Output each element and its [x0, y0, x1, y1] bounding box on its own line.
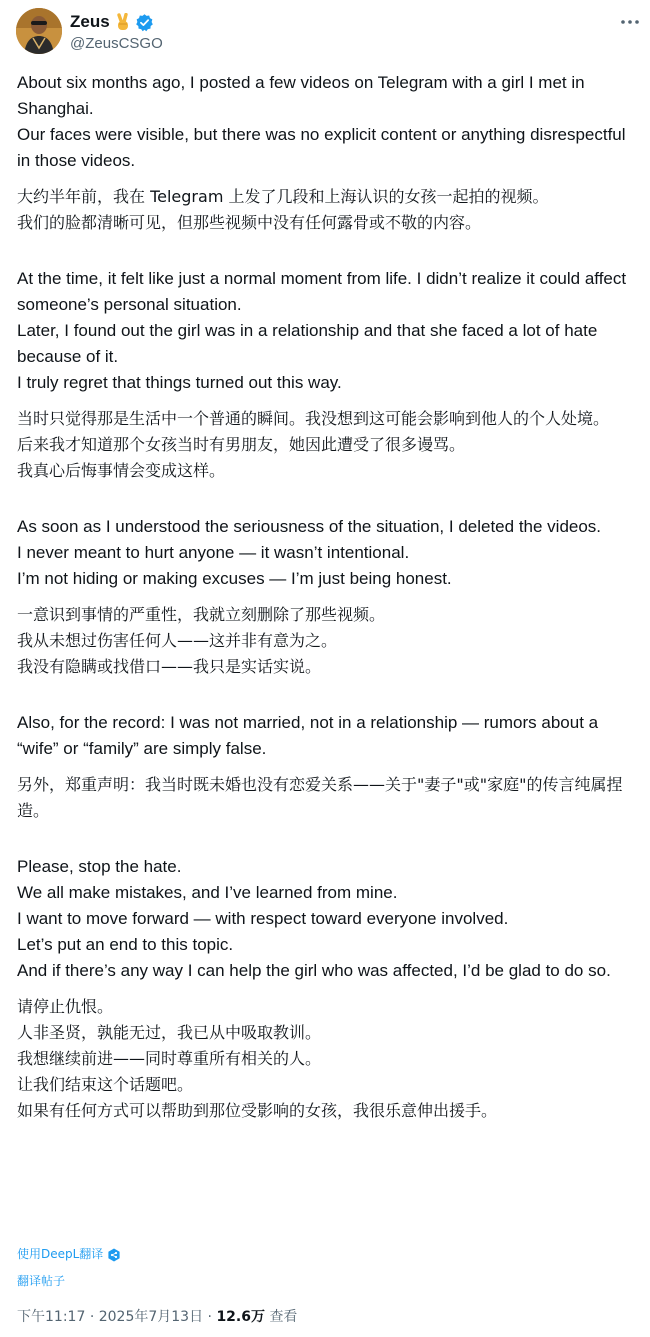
paragraph-1-english: About six months ago, I posted a few videos on Telegram with a girl I met in Shanghai. Our faces were visible, but there was no explicit content or anything disrespectful in those videos.: [17, 73, 626, 170]
author-name-row[interactable]: [70, 11, 154, 33]
author-handle[interactable]: @ZeusCSGO: [70, 35, 163, 52]
avatar[interactable]: [16, 8, 62, 54]
paragraph-2-chinese: 当时只觉得那是生活中一个普通的瞬间。我没想到这可能会影响到他人的个人处境。 后来我才知道那个女孩当时有男朋友，她因此遭受了很多谩骂。 我真心后悔事情会变成这样。: [17, 409, 610, 480]
view-label: 查看: [269, 1309, 298, 1325]
tweet-text: [17, 68, 637, 1124]
author-name[interactable]: Zeus: [70, 12, 110, 31]
victory-hand-emoji-icon: [115, 13, 131, 31]
post-date[interactable]: 2025年7月13日: [98, 1309, 204, 1325]
avatar-image: [16, 8, 62, 54]
paragraph-1-chinese: 大约半年前，我在 Telegram 上发了几段和上海认识的女孩一起拍的视频。 我们的脸都清晰可见，但那些视频中没有任何露骨或不敬的内容。: [17, 187, 549, 232]
paragraph-5-english: Please, stop the hate. We all make mistakes, and I’ve learned from mine. I want to move forward — with respect toward everyone involved. Let’s put an end to this topic. And if there’s any way I can help the girl who was affected, I’d be glad to do so.: [17, 857, 611, 980]
paragraph-4-english: Also, for the record: I was not married, not in a relationship — rumors about a “wife” or “family” are simply false.: [17, 713, 603, 758]
post-time[interactable]: 下午11:17: [17, 1309, 86, 1325]
deepl-logo-icon: [107, 1248, 121, 1262]
paragraph-4-chinese: 另外，郑重声明：我当时既未婚也没有恋爱关系——关于"妻子"或"家庭"的传言纯属捏造。: [17, 775, 623, 820]
paragraph-3-chinese: 一意识到事情的严重性，我就立刻删除了那些视频。 我从未想过伤害任何人——这并非有意为之。 我没有隐瞒或找借口——我只是实话实说。: [17, 605, 386, 676]
translate-post-link[interactable]: 翻译帖子: [17, 1274, 66, 1288]
paragraph-2-english: At the time, it felt like just a normal moment from life. I didn’t realize it could affect someone’s personal situation. Later, I found out the girl was in a relationship and that she faced a lot of hate because of it. I truly regret that things turned out this way.: [17, 269, 627, 392]
tweet-header: [0, 0, 650, 68]
paragraph-3-english: As soon as I understood the seriousness of the situation, I deleted the videos. I never meant to hurt anyone — it wasn’t intentional. I’m not hiding or making excuses — I’m just being honest.: [17, 517, 602, 588]
paragraph-5-chinese: 请停止仇恨。 人非圣贤，孰能无过，我已从中吸取教训。 我想继续前进——同时尊重所有相关的人。 让我们结束这个话题吧。 如果有任何方式可以帮助到那位受影响的女孩，我很乐意伸出援手。: [17, 997, 498, 1120]
view-count: 12.6万: [216, 1309, 265, 1325]
verified-badge-icon[interactable]: [135, 13, 154, 32]
more-options-icon[interactable]: [619, 14, 641, 30]
tweet-metadata: [17, 1306, 297, 1326]
deepl-translation-link[interactable]: [17, 1245, 121, 1262]
meta-separator: ·: [89, 1309, 95, 1325]
meta-separator: ·: [207, 1309, 212, 1325]
deepl-translation-label[interactable]: 使用DeepL翻译: [17, 1247, 104, 1261]
